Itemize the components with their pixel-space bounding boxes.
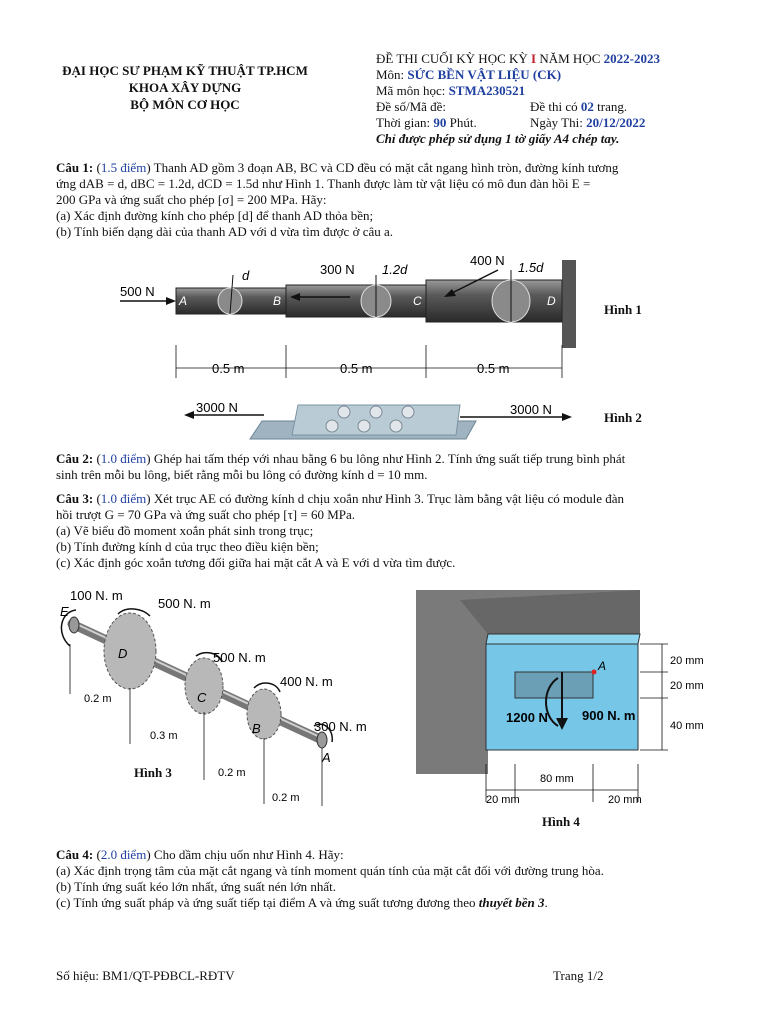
question-2: Câu 2: (1.0 điểm) Ghép hai tấm thép với nhau bằng 6 bu lông như Hình 2. Tính ứng suất tiếp trung bình phát sinh trên mỗi bu lông, biết rằng mỗi bu lông có đường kính d = 10 mm. <box>56 451 626 482</box>
point-b: B <box>273 294 282 308</box>
force-label-c: 400 N <box>470 253 505 268</box>
force-label-b: 300 N <box>320 262 355 277</box>
point-a-marker <box>592 670 597 675</box>
torque-label-e: 100 N. m <box>70 588 123 603</box>
department-name: BỘ MÔN CƠ HỌC <box>130 97 240 112</box>
force-label-a: 500 N <box>120 284 155 299</box>
point-a: A <box>179 294 188 308</box>
svg-text:E: E <box>60 604 69 619</box>
svg-text:20 mm: 20 mm <box>486 794 520 806</box>
svg-text:d: d <box>242 268 250 283</box>
svg-text:1.5d: 1.5d <box>518 260 544 275</box>
torque-label-c: 500 N. m <box>213 650 266 665</box>
hollow-section <box>515 672 593 698</box>
exam-title: ĐỀ THI CUỐI KỲ HỌC KỲ I NĂM HỌC 2022-2023 <box>376 51 660 66</box>
faculty-name: KHOA XÂY DỰNG <box>128 80 242 95</box>
fixed-wall <box>562 260 576 348</box>
svg-text:20 mm: 20 mm <box>608 794 642 806</box>
svg-text:0.5 m: 0.5 m <box>212 361 245 376</box>
figure-1-caption: Hình 1 <box>604 302 642 317</box>
subject-row: Môn: SỨC BỀN VẬT LIỆU (CK) <box>376 67 562 82</box>
figure-3-shaft <box>0 584 400 814</box>
university-name: ĐẠI HỌC SƯ PHẠM KỸ THUẬT TP.HCM <box>62 63 308 78</box>
svg-text:1.2d: 1.2d <box>382 262 408 277</box>
torque-label-d: 500 N. m <box>158 596 211 611</box>
exam-note: Chỉ được phép sử dụng 1 tờ giấy A4 chép tay. <box>376 131 620 146</box>
svg-text:0.5 m: 0.5 m <box>340 361 373 376</box>
svg-text:D: D <box>118 646 128 661</box>
page-number: Trang 1/2 <box>553 968 604 983</box>
time-row: Thời gian: 90 Phút. Ngày Thi: 20/12/2022 <box>376 115 646 130</box>
svg-text:0.2 m: 0.2 m <box>84 693 112 705</box>
svg-text:20 mm: 20 mm <box>670 680 704 692</box>
figure-1-bar <box>0 250 768 390</box>
figure-4-caption: Hình 4 <box>542 814 580 829</box>
question-4: Câu 4: (2.0 điểm) Cho dầm chịu uốn như Hình 4. Hãy: (a) Xác định trọng tâm của mặt cắt ngang và tính moment quán tính của mặt cắt đối với đường trung hòa. (b) Tính ứng suất kéo lớn nhất, ứng suất nén lớn nhất. (c) Tính ứng suất pháp và ứng suất tiếp tại điểm A và ứng suất tương đương theo thuyết bền 3. <box>56 847 604 910</box>
figure-2-plates <box>0 395 768 447</box>
svg-text:0.3 m: 0.3 m <box>150 730 178 742</box>
institution-header <box>40 62 330 113</box>
figure-2-caption: Hình 2 <box>604 410 642 425</box>
svg-text:40 mm: 40 mm <box>670 720 704 732</box>
question-1: Câu 1: (1.5 điểm) Thanh AD gồm 3 đoạn AB, BC và CD đều có mặt cắt ngang hình tròn, đường kính tương ứng dAB = d, dBC = 1.2d, dCD = 1.5d như Hình 1. Thanh được làm từ vật liệu có mô đun đàn hồi E = 200 GPa và ứng suất cho phép [σ] = 200 MPa. Hãy: (a) Xác định đường kính cho phép [d] để thanh AD thỏa bền; (b) Tính biến dạng dài của thanh AD với d vừa tìm được ở câu a. <box>56 160 619 239</box>
exam-number-row: Đề số/Mã đề: Đề thi có 02 trang. <box>376 99 628 114</box>
torque-label-b: 400 N. m <box>280 674 333 689</box>
figure-3-caption: Hình 3 <box>134 765 172 780</box>
right-force-label: 3000 N <box>510 402 552 417</box>
exam-info <box>376 51 746 147</box>
point-c: C <box>413 294 422 308</box>
question-3: Câu 3: (1.0 điểm) Xét trục AE có đường kính d chịu xoắn như Hình 3. Trục làm bằng vật liệu có module đàn hồi trượt G = 70 GPa và ứng suất cho phép [τ] = 60 MPa. (a) Vẽ biểu đồ moment xoắn phát sinh trong trục; (b) Tính đường kính d của trục theo điều kiện bền; (c) Xác định góc xoắn tương đối giữa hai mặt cắt A và E với d vừa tìm được. <box>56 491 625 570</box>
svg-text:80 mm: 80 mm <box>540 773 574 785</box>
svg-text:0.2 m: 0.2 m <box>272 792 300 804</box>
svg-text:C: C <box>197 690 207 705</box>
svg-text:B: B <box>252 721 261 736</box>
point-d: D <box>547 294 556 308</box>
figure-4-beam <box>410 584 730 814</box>
moment-label: 900 N. m <box>582 708 636 723</box>
left-force-label: 3000 N <box>196 400 238 415</box>
svg-text:A: A <box>598 659 607 673</box>
segment-bc <box>286 285 426 317</box>
force-label: 1200 N <box>506 710 548 725</box>
svg-text:0.5 m: 0.5 m <box>477 361 510 376</box>
svg-text:A: A <box>322 750 331 765</box>
svg-text:0.2 m: 0.2 m <box>218 767 246 779</box>
torque-label-a: 300 N. m <box>314 719 367 734</box>
svg-text:20 mm: 20 mm <box>670 655 704 667</box>
document-code: Số hiệu: BM1/QT-PĐBCL-RĐTV <box>56 968 235 983</box>
course-code-row: Mã môn học: STMA230521 <box>376 83 526 98</box>
